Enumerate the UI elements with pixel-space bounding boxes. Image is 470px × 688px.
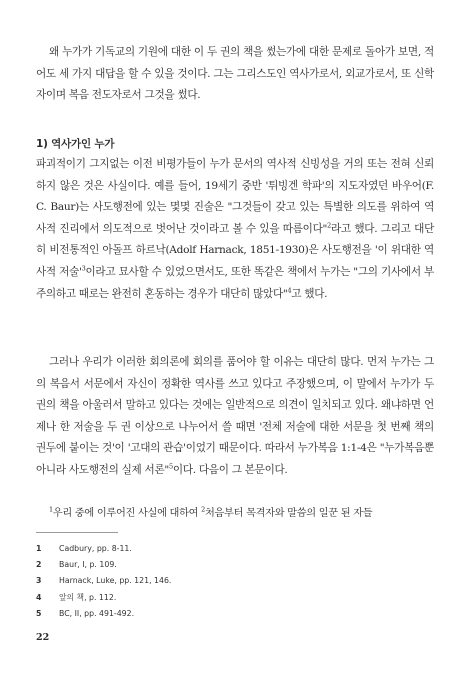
footnote-ref-4: 4 bbox=[287, 286, 292, 295]
paragraph-critics-text-1: 파괴적이기 그지없는 이전 비평가들이 누가 문서의 역사적 신빙성을 거의 또는 전혀 신뢰하지 않은 것은 사실이다. 예를 들어, 19세기 중반 '튀빙겐 학파'의 지도자였던 바우어(F. C. Baur)는 사도행전에 있는 몇몇 진술은 "그것들이 갖고 있는 특별한 의도를 위하여 역사적 진리에서 의도적으로 벗어난 것이라고 볼 수 있을 따름이다" bbox=[36, 158, 434, 235]
footnote-ref-3: 3 bbox=[81, 264, 86, 273]
scripture-quote-text-1: 우리 중에 이루어진 사실에 대하여 bbox=[52, 508, 202, 519]
footnote-text: BC, II, pp. 491-492. bbox=[59, 608, 135, 618]
footnote-item bbox=[36, 557, 171, 573]
footnote-item bbox=[36, 590, 171, 606]
footnote-number: 4 bbox=[36, 592, 42, 602]
footnote-item bbox=[36, 606, 171, 622]
footnote-text: 앞의 책, p. 112. bbox=[59, 592, 117, 602]
paragraph-critics-text-4: 고 했다. bbox=[291, 287, 328, 300]
paragraph-critics-text-2: 라고 했다. 그리고 대단히 비전통적인 아돌프 하르낙(Adolf Harnack, 1851-1930)은 사도행전을 '이 위대한 역사적 저술' bbox=[36, 222, 434, 278]
footnote-item bbox=[36, 573, 171, 589]
footnote-text: Cadbury, pp. 8-11. bbox=[59, 544, 132, 553]
paragraph-intro: 왜 누가가 기독교의 기원에 대한 이 두 권의 책을 썼는가에 대한 문제로 돌아가 보면, 적어도 세 가지 대답을 할 수 있을 것이다. 그는 그리스도인 역사가로서, 외교가로서, 또 신학자이며 복음 전도자로서 그것을 썼다. bbox=[36, 46, 434, 102]
verse-number-1: 1 bbox=[49, 505, 53, 514]
paragraph-skepticism bbox=[36, 352, 434, 482]
footnote-text: Baur, I, p. 109. bbox=[59, 560, 117, 570]
paragraph-skepticism-text-1: 그러나 우리가 이러한 회의론에 회의를 품어야 할 이유는 대단히 많다. 먼저 누가는 그의 복음서 서문에서 자신이 정확한 역사를 쓰고 있다고 주장했으며, 이 말에서 누가가 두 권의 책을 아울러서 말하고 있다는 것에는 일반적으로 의견이 일치되고 있다. 왜냐하면 언제나 한 저술을 두 권 이상으로 나누어서 쓸 때면 '전체 저술에 대한 서문을 첫 번째 책의 권두에 붙이는 것'이 '고대의 관습'이었기 때문이다. 따라서 누가복음 1:1-4은 "누가복음뿐 아니라 사도행전의 실제 서론" bbox=[36, 356, 434, 476]
verse-number-2: 2 bbox=[201, 505, 205, 514]
section-heading: 1) 역사가인 누가 bbox=[36, 138, 115, 150]
scripture-quote bbox=[36, 503, 434, 525]
footnote-number: 1 bbox=[36, 544, 42, 553]
footnote-item bbox=[36, 541, 171, 557]
paragraph-critics-text-3: 이라고 묘사할 수 있었으면서도, 또한 똑같은 책에서 누가는 "그의 기사에서 부주의하고 때로는 완전히 혼동하는 경우가 대단히 많았다" bbox=[36, 265, 434, 300]
footnote-number: 3 bbox=[36, 576, 42, 586]
paragraph-skepticism-text-2: 이다. 다음이 그 본문이다. bbox=[172, 463, 288, 476]
paragraph-critics bbox=[36, 154, 434, 305]
footnote-text: Harnack, Luke, pp. 121, 146. bbox=[59, 576, 172, 586]
footnote-ref-5: 5 bbox=[168, 462, 173, 471]
footnote-number: 2 bbox=[36, 560, 42, 570]
scripture-quote-text-2: 처음부터 목격자와 말씀의 일꾼 된 자들 bbox=[204, 508, 373, 519]
footnote-number: 5 bbox=[36, 608, 42, 618]
footnote-list bbox=[36, 541, 171, 622]
footnote-ref-2: 2 bbox=[327, 221, 331, 230]
footnote-divider bbox=[36, 532, 118, 533]
page-number: 22 bbox=[36, 632, 50, 643]
